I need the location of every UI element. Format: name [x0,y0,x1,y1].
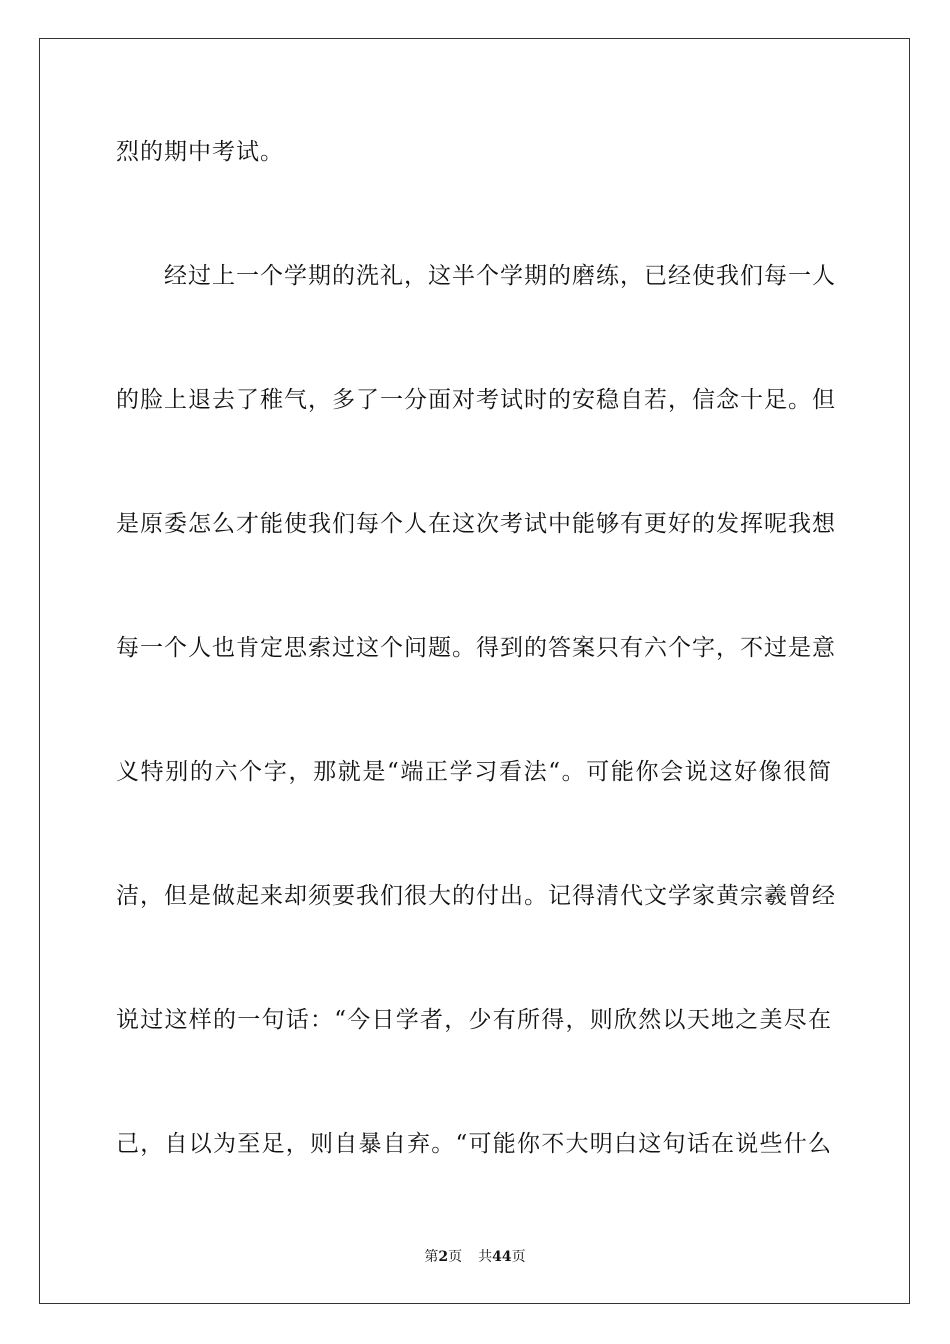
text-line-3: 的脸上退去了稚气，多了一分面对考试时的安稳自若，信念十足。但 [116,387,836,413]
text-line-6: 义特别的六个字，那就是“端正学习看法“。可能你会说这好像很简 [116,759,832,785]
page-suffix: 页 [448,1249,463,1265]
page-prefix: 第 [424,1249,439,1265]
text-line-5: 每一个人也肯定思索过这个问题。得到的答案只有六个字，不过是意 [116,635,836,661]
page-footer [0,1248,950,1266]
total-pages: 44 [492,1249,512,1265]
total-prefix: 共 [478,1249,493,1265]
text-line-2: 经过上一个学期的洗礼，这半个学期的磨练，已经使我们每一人 [164,263,836,289]
text-line-7: 洁，但是做起来却须要我们很大的付出。记得清代文学家黄宗羲曾经 [116,883,836,909]
text-line-9: 己，自以为至足，则自暴自弃。“可能你不大明白这句话在说些什么 [116,1131,832,1157]
text-line-8: 说过这样的一句话：“今日学者，少有所得，则欣然以天地之美尽在 [116,1007,832,1033]
total-suffix: 页 [511,1249,526,1265]
page-border [39,38,910,1304]
text-line-4: 是原委怎么才能使我们每个人在这次考试中能够有更好的发挥呢我想 [116,511,836,537]
page-number: 2 [438,1249,449,1265]
text-line-1: 烈的期中考试。 [116,139,284,165]
